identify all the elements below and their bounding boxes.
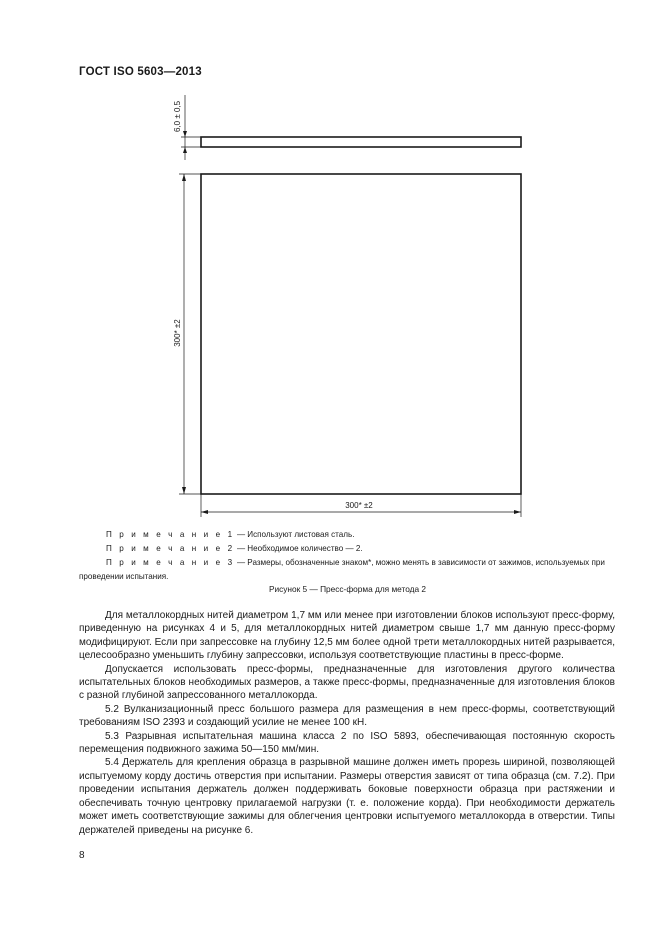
width-label: 300* ±2: [345, 501, 373, 510]
figure-notes: [79, 528, 616, 584]
plate-plan-view: [201, 174, 521, 494]
paragraph: 5.3 Разрывная испытательная машина класса 2 по ISO 5893, обеспечивающая постоянную скорость перемещения подвижного зажима 50—150 мм/мин.: [79, 730, 615, 756]
figure-caption: Рисунок 5 — Пресс-форма для метода 2: [268, 584, 427, 594]
document-header: ГОСТ ISO 5603—2013: [79, 66, 202, 78]
body-text: [79, 609, 615, 837]
height-label: 300* ±2: [173, 319, 182, 347]
note-2: П р и м е ч а н и е 2 — Необходимое количество — 2.: [106, 544, 363, 553]
note-1: П р и м е ч а н и е 1 — Используют листовая сталь.: [106, 530, 355, 539]
plate-side-view: [201, 137, 521, 147]
paragraph: Для металлокордных нитей диаметром 1,7 мм или менее при изготовлении блоков используют пресс-форму, приведенную на рисунках 4 и 5, для металлокордных нитей диаметром свыше 1,7 мм данную пресс-форму модифицируют. Если при запрессовке на глубину 12,5 мм более одной трети металлокордных нитей разрывается, целесообразно уменьшить глубину запрессовки, используя соответствующие пластины в пресс-форме.: [79, 610, 615, 662]
page-number: 8: [79, 850, 85, 861]
paragraph: 5.4 Держатель для крепления образца в разрывной машине должен иметь прорезь шириной, позволяющей испытуемому корду достичь отверстия при испытании. Размеры отверстия зависят от типа образца (см. 7.2). При проведении испытания держатель должен поддерживать боковые поверхности образца при растяжении и обеспечивать точную центровку прилагаемой нагрузки (т. е. положение корда). При необходимости держатель может иметь соответствующие зажимы для облегчения центровки испытуемого металлокорда в отверстии. Типы держателей приведены на рисунке 6.: [79, 757, 615, 836]
note-3: П р и м е ч а н и е 3 — Размеры, обозначенные знаком*, можно менять в зависимости от зажимов, используемых при проведении испытания.: [79, 558, 605, 581]
paragraph: 5.2 Вулканизационный пресс большого размера для размещения в нем пресс-формы, соответствующий требованиям ISO 2393 и создающий усилие не менее 100 кН.: [79, 703, 615, 729]
paragraph: Допускается использовать пресс-формы, предназначенные для изготовления другого количества испытательных блоков необходимых размеров, а также пресс-формы, предназначенные для изготовления блоков с разной глубиной запрессованного металлокорда.: [79, 663, 615, 702]
thickness-label: 6,0 ± 0,5: [173, 100, 182, 132]
